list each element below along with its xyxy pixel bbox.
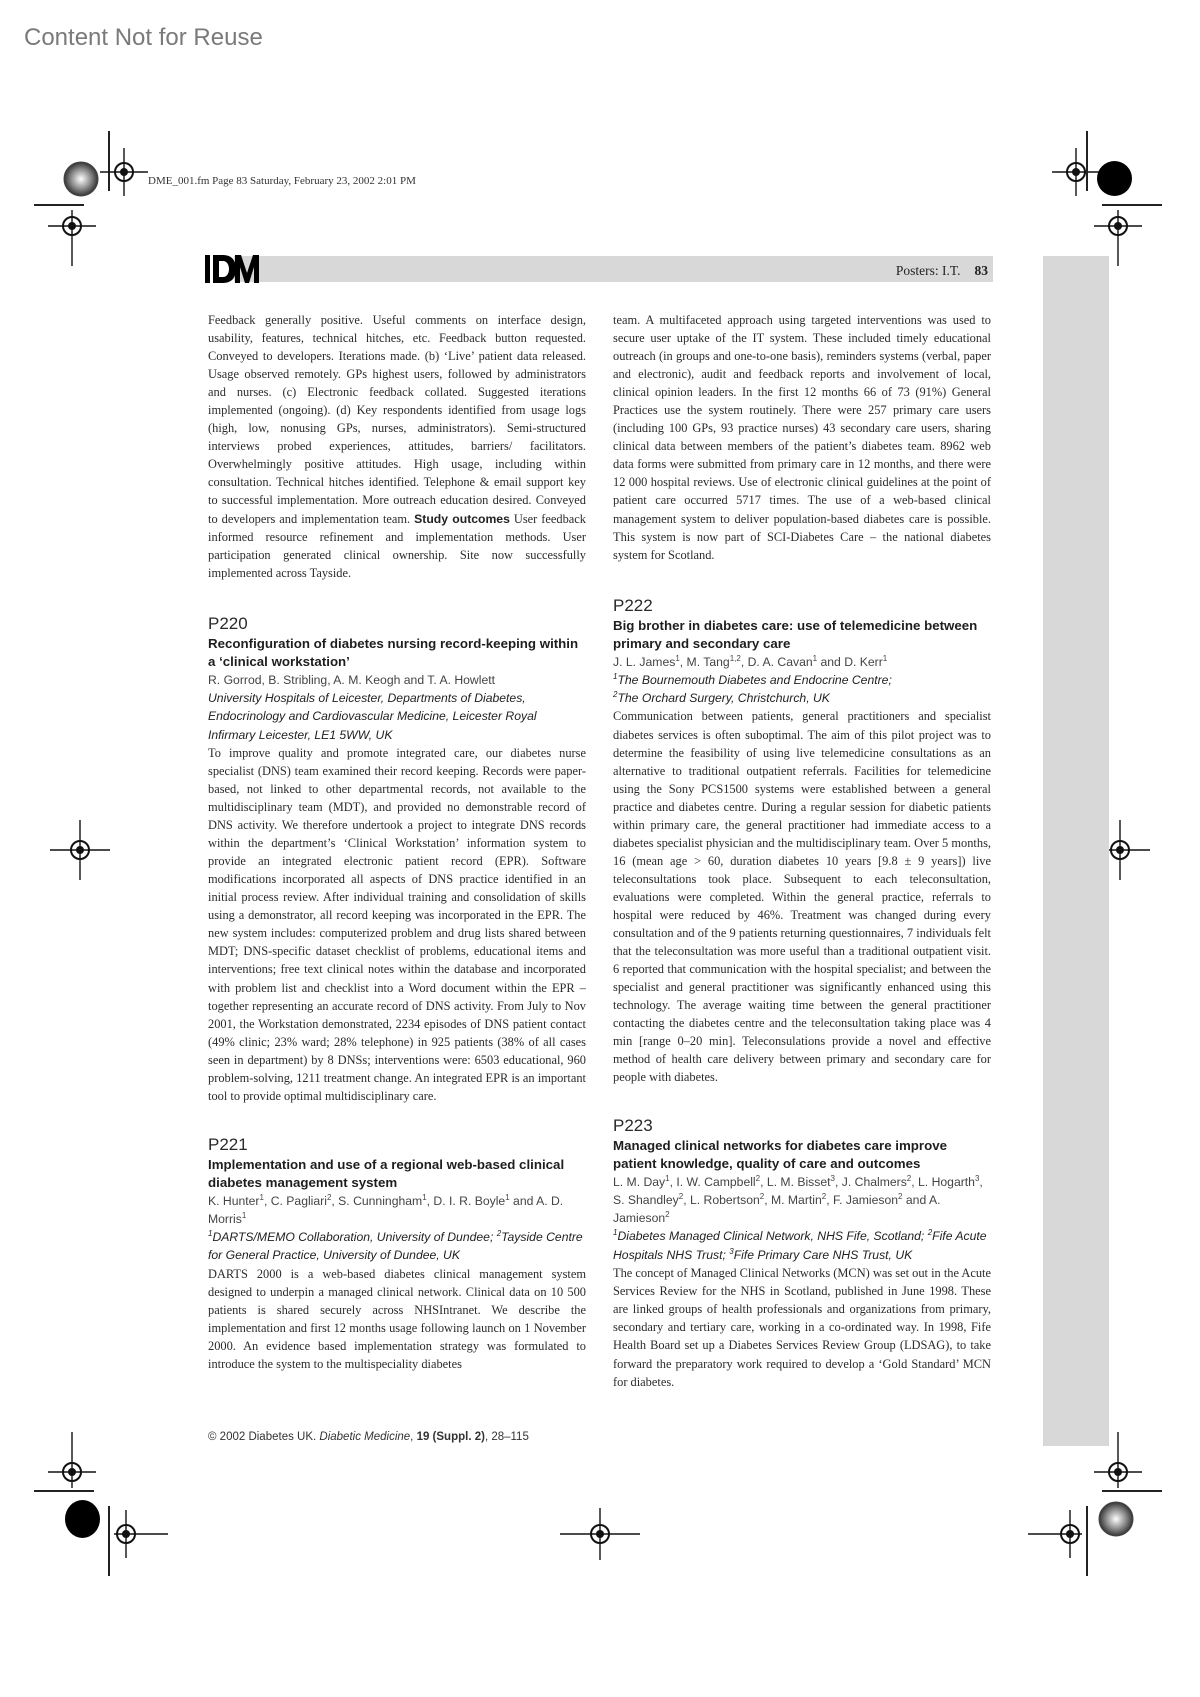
copyright-text: © 2002 Diabetes UK. (208, 1431, 320, 1443)
registration-target-top-left-icon (100, 148, 148, 196)
affiliation-marker: 2 (898, 1192, 903, 1202)
registration-target-left-middle-icon (50, 820, 110, 880)
print-slug: DME_001.fm Page 83 Saturday, February 23, 2002 2:01 PM (148, 175, 416, 187)
abstract-affiliation: $^1$DARTS/MEMO Collaboration, University of Dundee; $^2$Tayside Centre for General Practice, University of Dundee, UK (208, 1228, 583, 1263)
copyright-footer: © 2002 Diabetes UK. Diabetic Medicine, 19 (Suppl. 2), 28–115 (208, 1431, 529, 1443)
affiliation-marker: 3 (974, 1174, 980, 1184)
registration-target-bottom-right-icon (1028, 1510, 1092, 1558)
registration-target-top-right-icon (1052, 148, 1100, 196)
continuation-text: team. A multifaceted approach using targeted interventions was used to secure user uptake of the IT system. These included timely educational outreach (in groups and one-to-one basis), reminders systems (verbal, paper and electronic), audit and feedback reports and involvement of local, clinical opinion leaders. In the first 12 months 66 of 73 (91%) General Practices use the system routinely. There were 257 primary care users (including 100 GPs, 93 practice nurses) 43 secondary care users, sharing clinical data between members of the patient’s diabetes team. 8962 web data forms were submitted from primary care in 12 months, and there were 12 000 hospital reviews. Use of electronic clinical guidelines at the point of patient care occurred 5717 times. The use of a web-based clinical management system to deliver population-based diabetes care is possible. This system is now part of SCI-Diabetes Care – the national diabetes system for Scotland. (613, 313, 991, 562)
journal-volume: 19 (Suppl. 2) (416, 1431, 485, 1443)
abstract-authors: K. Hunter$^1$, C. Pagliari$^2$, S. Cunningham$^1$, D. I. R. Boyle$^1$ and A. D. Morris$^1$ (208, 1192, 564, 1226)
abstract-title: Big brother in diabetes care: use of telemedicine between primary and secondary care (613, 617, 978, 651)
crop-line-bottom-left-horizontal (34, 1490, 94, 1492)
affiliation-marker: 2 (678, 1192, 684, 1202)
page-number: 83 (974, 263, 988, 278)
header-bar (234, 256, 993, 282)
crop-line-top-right-vertical (1086, 131, 1088, 191)
abstract-title: Managed clinical networks for diabetes care improve patient knowledge, quality of care and outcomes (613, 1138, 948, 1172)
journal-name: Diabetic Medicine (319, 1431, 411, 1443)
affiliation-marker: 1 (613, 671, 618, 681)
crop-line-bottom-right-vertical (1086, 1506, 1088, 1576)
abstract-authors: L. M. Day$^1$, I. W. Campbell$^2$, L. M. Bisset$^3$, J. Chalmers$^2$, L. Hogarth$^3$, S. Shandley$^2$, L. Robertson$^2$, M. Martin$^2$, F. Jamieson$^2$ and A. Jamieson$^2$ (613, 1174, 983, 1226)
affiliation-marker: 1 (208, 1228, 213, 1238)
abstract-id: P222 (613, 595, 653, 615)
page-range: , 28–115 (484, 1431, 529, 1443)
abstract-id: P223 (613, 1116, 653, 1136)
study-outcomes-label: Study outcomes (414, 511, 510, 526)
right-column (613, 311, 991, 1391)
running-head (896, 263, 988, 279)
affiliation-marker: 2 (821, 1192, 827, 1202)
watermark: Content Not for Reuse (24, 24, 263, 51)
abstract-title: Reconfiguration of diabetes nursing record-keeping within a ‘clinical workstation’ (208, 635, 579, 669)
abstract-body: To improve quality and promote integrated care, our diabetes nurse specialist (DNS) team examined their record keeping. Records were paper-based, not linked to other departmental records, not available to the multidisciplinary team (MDT), and provided no demonstrable record of DNS activity. We therefore undertook a project to integrate DNS records within the department’s ‘Clinical Workstation’ information system to provide an integrated electronic patient record (EPR). Software modifications incorporated all aspects of DNS practice identified in an initial process review. After individual training and consolidation of skills using a demonstrator, all record keeping was incorporated in the EPR. The new system includes: computerized problem and drug lists shared between MDT; DNS-specific dataset checklist of problems, educational items and interventions; free text clinical notes within the database and incorporated with problem list and checklist into a Word document within the EPR – together representing an accurate record of DNS activity. From July to Nov 2001, the Workstation demonstrated, 2234 episodes of DNS patient contact (49% clinic; 23% ward; 28% telephone) in 925 patients (38% of all cases seen in department) by 8 DNSs; interventions were: 6503 educational, 960 problem-solving, 1211 treatment change. An integrated EPR is an important tool to provide optimal multidisciplinary care. (208, 745, 586, 1103)
abstract-affiliation: $^1$Diabetes Managed Clinical Network, NHS Fife, Scotland; $^2$Fife Acute Hospitals NHS Trust; $^3$Fife Primary Care NHS Trust, UK (613, 1228, 987, 1262)
solid-circle-mark-bottom-left-icon (65, 1500, 100, 1538)
side-tab-bar (1043, 256, 1109, 1446)
abstract-body: Communication between patients, general practitioners and specialist diabetes services is often suboptimal. The aim of this pilot project was to determine the feasibility of using live telemedicine consultations as an alternative to traditional outpatient referrals. Facilities for telemedicine using the Sony PCS1500 systems were established between a general practice and diabetes centre. During a regular session for diabetic patients within primary care, the general practitioner had immediate access to a diabetes specialist physician and the multidisciplinary team. Over 5 months, 16 (mean age > 60, duration diabetes 10 years [9.8 ± 9 years]) live teleconsultations took place. Subsequent to each teleconsultation, evaluations were completed. Within the general practice, referrals to hospital were reduced by 46%. Treatment was changed during every consultation and of the 9 patients returning questionnaires, 7 individuals felt that the teleconsultation was more useful than a traditional outpatient visit. 6 reported that communication with the hospital specialist; and between the specialist and general practitioner was significantly enhanced using this technology. The average waiting time between the general practitioner contacting the diabetes centre and the teleconsultation taking place was 4 min [range 0–20 min]. Teleconsulations provide a novel and effective method of health care delivery between primary and secondary care for people with diabetes. (613, 709, 991, 1085)
registration-target-left-bottom-icon (48, 1432, 96, 1498)
abstract-id: P221 (208, 1134, 248, 1154)
affiliation-marker: 1 (675, 653, 680, 663)
abstract-body: The concept of Managed Clinical Networks (MCN) was set out in the Acute Services Review for the NHS in Scotland, published in June 1998. These are linked groups of health professionals and organizations from primary, secondary and tertiary care, working in a co-ordinated way. In 1998, Fife Health Board set up a Diabetes Services Review Group (LDSAG), to take forward the preparatory work required to develop a ‘Gold Standard’ MCN for diabetes. (613, 1266, 991, 1389)
affiliation-marker: 1 (665, 1174, 670, 1184)
affiliation-marker: 2 (613, 690, 618, 699)
abstract-p222 (613, 596, 991, 1087)
affiliation-marker: 1 (422, 1192, 427, 1202)
affiliation-marker: 2 (759, 1192, 765, 1202)
abstract-authors: J. L. James$^1$, M. Tang$^{1,2}$, D. A. Cavan$^1$ and D. Kerr$^1$ (613, 653, 888, 669)
affiliation-marker: 1 (812, 653, 818, 663)
affiliation-marker: 1 (613, 1228, 618, 1238)
section-label: Posters: I.T. (895, 263, 961, 278)
abstract-p220 (208, 614, 586, 1105)
abstract-title: Implementation and use of a regional web-based clinical diabetes management system (208, 1156, 565, 1190)
affiliation-marker: 2 (496, 1228, 502, 1238)
affiliation-marker: 2 (755, 1174, 761, 1184)
starburst-mark-bottom-right-icon (1097, 1500, 1135, 1538)
affiliation-marker: 2 (906, 1174, 912, 1184)
affiliation-marker: 2 (665, 1210, 670, 1220)
registration-target-left-top-icon (48, 200, 96, 266)
left-column (208, 311, 586, 1373)
abstract-body: DARTS 2000 is a web-based diabetes clinical management system designed to underpin a managed clinical network. Clinical data on 10 500 patients is shared securely across NHSIntranet. We describe the implementation and first 12 months usage following launch on 1 November 2000. An evidence based implementation strategy was formulated to introduce the system to the multispeciality diabetes (208, 1266, 586, 1371)
affiliation-marker: 1,2 (729, 653, 741, 663)
affiliation-marker: 1 (259, 1192, 264, 1202)
registration-target-bottom-left-icon (104, 1510, 168, 1558)
solid-circle-mark-top-right-icon (1097, 161, 1132, 196)
affiliation-marker: 3 (830, 1174, 835, 1184)
abstract-p221 (208, 1135, 586, 1373)
affiliation-marker: 2 (326, 1192, 332, 1202)
affiliation-marker: 1 (505, 1192, 510, 1202)
abstract-id: P220 (208, 613, 248, 633)
continuation-text: Feedback generally positive. Useful comments on interface design, usability, features, technical hitches, etc. Feedback button requested. Conveyed to developers. Iterations made. (b) ‘Live’ patient data released. Usage observed remotely. GPs highest users, followed by administrators and nurses. (c) Electronic feedback collated. Suggested iterations implemented (ongoing). (d) Key respondents identified from usage logs (high, low, nonusing GPs, nurses, administrators). Semi-structured interviews probed experiences, attitudes, barriers/ facilitators. Overwhelmingly positive attitudes. High usage, including within consultation. Technical hitches identified. Telephone & email support key to successful implementation. More outreach education desired. Conveyed to developers and implementation team. Study outcomes User feedback informed resource refinement and implementation methods. User participation generated clinical ownership. Site now successfully implemented across Tayside. (208, 313, 586, 580)
abstract-p223 (613, 1116, 991, 1390)
journal-logo-icon (205, 255, 265, 283)
abstract-affiliation: $^1$The Bournemouth Diabetes and Endocrine Centre; $^2$The Orchard Surgery, Christchurch, UK (613, 671, 892, 706)
abstract-authors: R. Gorrod, B. Stribling, A. M. Keogh and T. A. Howlett (208, 672, 495, 687)
affiliation-marker: 1 (241, 1210, 247, 1220)
starburst-mark-top-left-icon (62, 160, 100, 198)
affiliation-marker: 2 (927, 1228, 933, 1238)
abstract-affiliation: University Hospitals of Leicester, Departments of Diabetes, Endocrinology and Cardiovascular Medicine, Leicester Royal Infirmary Leicester, LE1 5WW, UK (208, 690, 537, 742)
affiliation-marker: 3 (729, 1246, 734, 1256)
affiliation-marker: 1 (882, 653, 888, 663)
registration-target-bottom-center-icon (560, 1508, 640, 1560)
crop-line-bottom-right-horizontal (1102, 1490, 1162, 1492)
